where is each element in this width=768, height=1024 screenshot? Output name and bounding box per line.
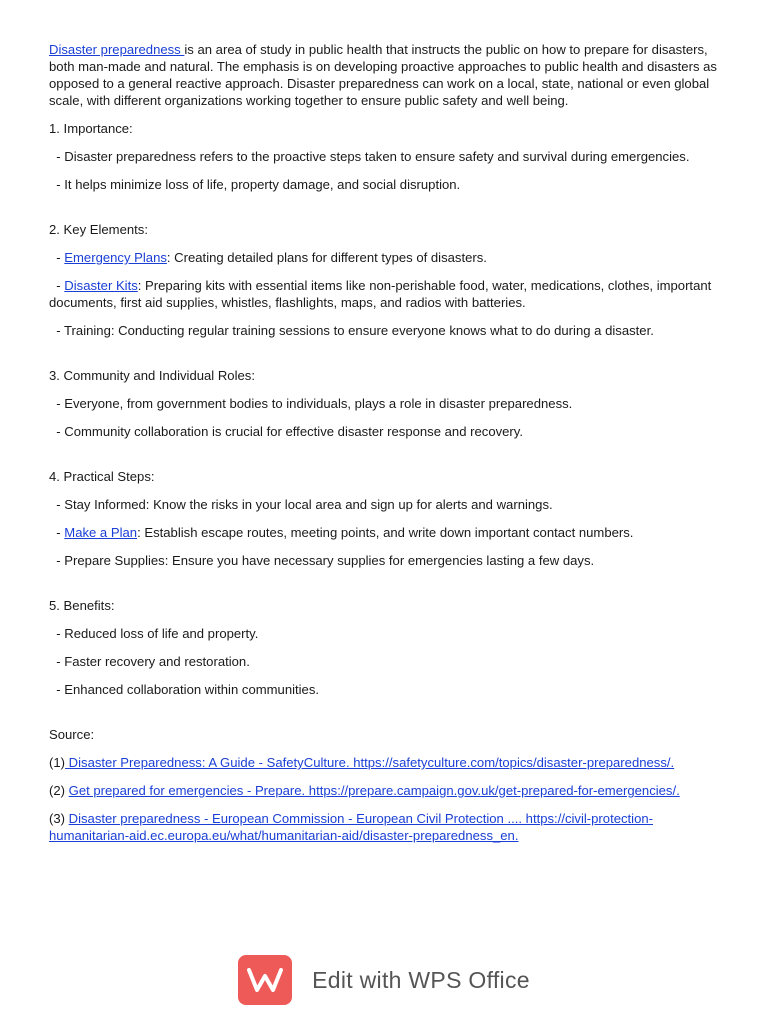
list-item-prefix: - [49, 626, 65, 641]
intro-paragraph [49, 41, 725, 109]
section-heading: 2. Key Elements: [49, 222, 148, 237]
source-item [49, 754, 725, 771]
document-body [49, 41, 725, 855]
list-item-text: : Preparing kits with essential items like non-perishable food, water, medications, clothes, important documents, first aid supplies, whistles, flashlights, maps, and radios with batteries. [49, 278, 712, 310]
list-item [49, 625, 725, 642]
source-item-prefix: (2) [49, 783, 69, 798]
section-gap [49, 451, 725, 468]
list-item [49, 395, 725, 412]
list-item-prefix: - [49, 525, 65, 540]
list-item-text: Community collaboration is crucial for effective disaster response and recovery. [64, 424, 524, 439]
list-item [49, 249, 725, 266]
list-item [49, 322, 725, 339]
wps-footer[interactable] [0, 954, 768, 1006]
list-item-text: Disaster preparedness refers to the proactive steps taken to ensure safety and survival during emergencies. [64, 149, 690, 164]
sections [49, 120, 725, 726]
list-item-prefix: - [49, 396, 65, 411]
list-item-text: Everyone, from government bodies to individuals, plays a role in disaster preparedness. [64, 396, 573, 411]
list-item-text: Reduced loss of life and property. [64, 626, 259, 641]
section-heading: 1. Importance: [49, 121, 133, 136]
list-item-prefix: - [49, 250, 65, 265]
list-item-prefix: - [49, 497, 65, 512]
list-item-prefix: - [49, 177, 65, 192]
list-item-text: Faster recovery and restoration. [64, 654, 250, 669]
list-item [49, 423, 725, 440]
source-item-link[interactable]: Get prepared for emergencies - Prepare. https://prepare.campaign.gov.uk/get-prepared-for-emergencies/. [68, 783, 680, 798]
source-item [49, 810, 725, 844]
section-heading: 4. Practical Steps: [49, 469, 155, 484]
list-item-prefix: - [49, 323, 65, 338]
list-item-prefix: - [49, 654, 65, 669]
list-item-link[interactable]: Disaster Kits [64, 278, 138, 293]
list-item [49, 681, 725, 698]
intro-text: is an area of study in public health that instructs the public on how to prepare for disasters, both man-made and natural. The emphasis is on developing proactive approaches to public health and disasters as opposed to a general reactive approach. Disaster preparedness can work on a local, state, national or even global scale, with different organizations working together to ensure public safety and well being. [49, 42, 717, 108]
section-gap [49, 204, 725, 221]
list-item-link[interactable]: Emergency Plans [64, 250, 167, 265]
list-item-prefix: - [49, 424, 65, 439]
list-item [49, 653, 725, 670]
section-gap [49, 580, 725, 597]
list-item-text: Stay Informed: Know the risks in your local area and sign up for alerts and warnings. [64, 497, 553, 512]
list-item [49, 552, 725, 569]
list-item-prefix: - [49, 278, 65, 293]
list-item [49, 524, 725, 541]
source-heading: Source: [49, 727, 95, 742]
section-heading: 5. Benefits: [49, 598, 115, 613]
section-gap [49, 350, 725, 367]
list-item [49, 277, 725, 311]
list-item-prefix: - [49, 149, 65, 164]
list-item-text: It helps minimize loss of life, property damage, and social disruption. [64, 177, 461, 192]
source-item [49, 782, 725, 799]
section-heading: 3. Community and Individual Roles: [49, 368, 255, 383]
list-item-prefix: - [49, 553, 65, 568]
section-gap [49, 709, 725, 726]
source-item-link[interactable]: Disaster Preparedness: A Guide - SafetyCulture. https://safetyculture.com/topics/disaster-preparedness/. [65, 755, 675, 770]
list-item-link[interactable]: Make a Plan [64, 525, 138, 540]
source-item-link[interactable]: Disaster preparedness - European Commission - European Civil Protection .... https://civil-protection-humanitarian-aid.ec.europa.eu/what/humanitarian-aid/disaster-preparedness_en. [49, 811, 654, 843]
list-item-text: Enhanced collaboration within communities. [64, 682, 320, 697]
wps-office-logo-icon [238, 955, 292, 1005]
source-item-prefix: (1) [49, 755, 66, 770]
list-item [49, 176, 725, 193]
list-item [49, 496, 725, 513]
list-item-prefix: - [49, 682, 65, 697]
intro-link[interactable]: Disaster preparedness [49, 42, 185, 57]
list-item-text: Training: Conducting regular training sessions to ensure everyone knows what to do during a disaster. [64, 323, 654, 338]
list-item [49, 148, 725, 165]
source-list [49, 754, 725, 844]
list-item-text: : Establish escape routes, meeting points, and write down important contact numbers. [137, 525, 634, 540]
source-item-prefix: (3) [49, 811, 69, 826]
list-item-text: Prepare Supplies: Ensure you have necessary supplies for emergencies lasting a few days. [64, 553, 595, 568]
list-item-text: : Creating detailed plans for different types of disasters. [166, 250, 487, 265]
wps-footer-label: Edit with WPS Office [312, 966, 530, 993]
